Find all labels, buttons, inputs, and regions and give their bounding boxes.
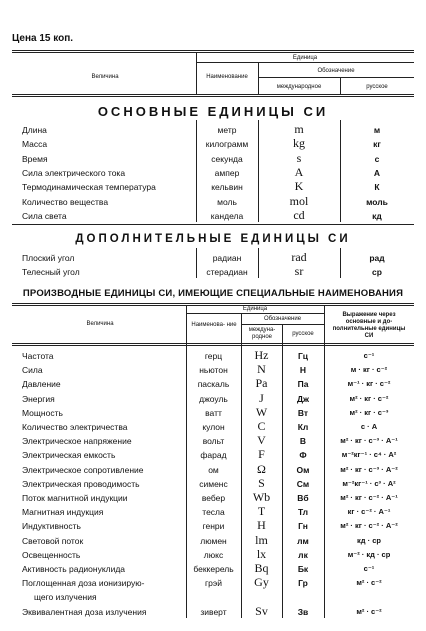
intl-symbol-cell: Ω — [257, 461, 266, 476]
intl-symbol-cell: C — [257, 419, 266, 433]
quantity-cell: Поток магнитной индукции — [22, 493, 128, 503]
unit-name-cell: кандела — [210, 210, 244, 221]
unit-name-cell: метр — [217, 125, 237, 135]
table-row — [0, 179, 426, 193]
intl-symbol-cell: W — [255, 404, 268, 419]
price-label: Цена 15 коп. — [12, 33, 74, 44]
unit-name-cell: герц — [204, 351, 223, 361]
header-rus: русское — [292, 331, 314, 337]
intl-symbol-cell: K — [294, 179, 304, 194]
unit-name-cell: кулон — [202, 422, 225, 432]
rus-symbol-cell: моль — [366, 196, 388, 207]
rule — [12, 52, 414, 53]
unit-name-cell: люмен — [200, 535, 227, 546]
quantity-cell: Сила света — [22, 210, 67, 221]
rus-symbol-cell: ср — [372, 267, 382, 277]
intl-symbol-cell: N — [257, 362, 266, 377]
intl-symbol-cell: cd — [293, 207, 305, 222]
rus-symbol-cell: В — [299, 436, 307, 447]
intl-symbol-cell: lx — [256, 546, 267, 561]
table-row — [0, 250, 426, 264]
expression-cell: м² · кг · с⁻³ — [349, 407, 389, 417]
rule — [12, 96, 414, 97]
rule — [12, 303, 414, 304]
quantity-cell: Давление — [22, 379, 61, 390]
quantity-cell: Электрическое сопротивление — [22, 464, 144, 475]
rus-symbol-cell: Зв — [297, 606, 309, 617]
table-row — [0, 194, 426, 208]
rule — [258, 77, 414, 78]
unit-name-cell: фарад — [200, 450, 227, 461]
unit-name-cell: сименс — [199, 478, 228, 489]
table-row — [0, 376, 426, 390]
table-row — [0, 433, 426, 447]
table-row — [0, 504, 426, 518]
table-row — [0, 264, 426, 278]
quantity-cell: Частота — [22, 351, 54, 361]
rus-symbol-cell: Тл — [297, 507, 309, 518]
quantity-cell: Электрическое напряжение — [22, 436, 132, 447]
expression-cell: м² · кг · с⁻² — [349, 393, 389, 403]
quantity-cell: Индуктивность — [22, 521, 81, 532]
table-row — [0, 419, 426, 433]
section-title-base: ОСНОВНЫЕ ЕДИНИЦЫ СИ — [97, 104, 329, 119]
expression-cell: м² · кг · с⁻³ · А⁻² — [340, 464, 398, 474]
unit-name-cell: стерадиан — [206, 267, 248, 277]
intl-symbol-cell: mol — [289, 193, 309, 208]
quantity-cell: Время — [22, 153, 48, 164]
table-row — [0, 604, 426, 618]
rule — [12, 343, 414, 344]
intl-symbol-cell: Gy — [254, 575, 269, 590]
table-row — [0, 533, 426, 547]
expression-cell: м² · с⁻² — [356, 578, 382, 588]
intl-symbol-cell: kg — [293, 136, 305, 151]
header-intl: международное — [276, 84, 322, 90]
header-intl: междуна- родное — [248, 327, 276, 340]
header-rus: русское — [366, 84, 388, 90]
quantity-cell: Сила электрического тока — [22, 167, 126, 178]
quantity-cell: Световой поток — [22, 535, 84, 546]
rule — [186, 313, 324, 314]
header-designation: Обозначение — [317, 68, 355, 74]
quantity-cell: Количество вещества — [22, 196, 109, 207]
table-row — [0, 136, 426, 150]
unit-name-cell: кельвин — [211, 182, 243, 193]
quantity-cell: Электрическая проводимость — [22, 478, 140, 489]
table-row — [0, 165, 426, 179]
intl-symbol-cell: V — [257, 433, 266, 448]
table-row — [0, 122, 426, 136]
unit-name-cell: джоуль — [199, 393, 228, 404]
rus-symbol-cell: кг — [373, 139, 381, 150]
rus-symbol-cell: Бк — [297, 564, 309, 574]
rus-symbol-cell: Н — [299, 365, 307, 376]
unit-name-cell: радиан — [212, 253, 242, 263]
rus-symbol-cell: См — [296, 478, 310, 489]
intl-symbol-cell: Wb — [252, 490, 271, 504]
section-title-derived: ПРОИЗВОДНЫЕ ЕДИНИЦЫ СИ, ИМЕЮЩИЕ СПЕЦИАЛЬНЫЕ НАИМЕНОВАНИЯ — [22, 288, 404, 299]
table-row — [0, 447, 426, 461]
header-unit: Единица — [292, 55, 318, 61]
intl-symbol-cell: Hz — [254, 348, 269, 362]
rus-symbol-cell: лм — [297, 535, 309, 546]
table-row — [0, 561, 426, 575]
expression-cell: м⁻² · кд · ср — [347, 549, 391, 559]
table-row — [0, 362, 426, 376]
rus-symbol-cell: лк — [298, 549, 308, 560]
header-unit: Единица — [242, 306, 268, 312]
intl-symbol-cell: Pa — [255, 376, 268, 391]
table-row — [0, 476, 426, 490]
intl-symbol-cell: S — [258, 475, 265, 490]
quantity-cell: Мощность — [22, 407, 63, 418]
quantity-cell: Количество электричества — [22, 422, 128, 432]
rus-symbol-cell: Вб — [297, 493, 309, 503]
table-row — [0, 348, 426, 362]
unit-name-cell: люкс — [203, 549, 224, 560]
unit-name-cell: генри — [202, 521, 225, 532]
expression-cell: м² · кг · с⁻² · А⁻¹ — [340, 493, 398, 502]
intl-symbol-cell: Sv — [255, 603, 268, 618]
rus-symbol-cell: кд — [372, 210, 382, 221]
header-name: Наименова- ние — [191, 322, 237, 328]
expression-cell: м⁻²кг⁻¹ · с⁴ · А² — [341, 450, 397, 460]
table-row — [0, 391, 426, 405]
intl-symbol-cell: H — [257, 518, 266, 533]
expression-cell: м² · с⁻² — [356, 606, 382, 616]
quantity-cell: Плоский угол — [22, 253, 75, 263]
unit-name-cell: моль — [217, 196, 237, 207]
rus-symbol-cell: Дж — [296, 393, 310, 404]
section-title-extra: ДОПОЛНИТЕЛЬНЫЕ ЕДИНИЦЫ СИ — [75, 233, 351, 245]
intl-symbol-cell: A — [294, 164, 304, 179]
quantity-cell: Поглощенная доза ионизирую- — [22, 578, 145, 589]
intl-symbol-cell: T — [257, 504, 266, 519]
rus-symbol-cell: Вт — [297, 407, 309, 418]
expression-cell: с⁻¹ — [363, 564, 375, 573]
header-expression: Выражение через основные и до- полнительные единицы СИ — [332, 312, 406, 339]
quantity-cell-continued: щего излучения — [34, 592, 97, 603]
expression-cell: кг · с⁻² · А⁻¹ — [347, 507, 391, 517]
table-row — [0, 462, 426, 476]
rus-symbol-cell: рад — [369, 253, 385, 263]
rule — [12, 224, 414, 225]
quantity-cell: Термодинамическая температура — [22, 182, 156, 193]
unit-name-cell: тесла — [202, 507, 225, 518]
unit-name-cell: зиверт — [200, 606, 227, 617]
expression-cell: кд · ср — [357, 535, 381, 545]
rus-symbol-cell: Па — [297, 379, 309, 390]
expression-cell: м⁻¹ · кг · с⁻² — [347, 379, 391, 389]
intl-symbol-cell: F — [258, 447, 265, 462]
rus-symbol-cell: м — [373, 125, 381, 135]
table-row — [0, 575, 426, 603]
header-quantity: Величина — [86, 321, 114, 327]
expression-cell: м² · кг · с⁻² · А⁻² — [340, 521, 398, 531]
table-row — [0, 490, 426, 504]
table-row — [0, 208, 426, 222]
quantity-cell: Освещенность — [22, 549, 81, 560]
rule — [12, 50, 414, 51]
header-name: Наименование — [206, 74, 248, 80]
expression-cell: м² · кг · с⁻³ · А⁻¹ — [340, 436, 398, 446]
unit-name-cell: ом — [208, 464, 219, 475]
rule — [196, 62, 414, 63]
table-row — [0, 518, 426, 532]
unit-name-cell: секунда — [211, 153, 243, 164]
header-designation: Обозначение — [263, 316, 302, 322]
rule — [12, 94, 414, 95]
unit-name-cell: ватт — [205, 407, 222, 418]
rus-symbol-cell: Кл — [297, 422, 309, 432]
rus-symbol-cell: К — [374, 182, 380, 193]
quantity-cell: Эквивалентная доза излучения — [22, 606, 147, 617]
rus-symbol-cell: А — [373, 167, 381, 178]
intl-symbol-cell: m — [294, 122, 304, 136]
quantity-cell: Масса — [22, 139, 48, 150]
quantity-cell: Длина — [22, 125, 47, 135]
quantity-cell: Активность радионуклида — [22, 564, 126, 574]
rus-symbol-cell: с — [374, 153, 380, 164]
rus-symbol-cell: Гн — [298, 521, 308, 532]
unit-name-cell: вебер — [201, 493, 226, 503]
rus-symbol-cell: Гц — [297, 351, 309, 361]
rule — [12, 345, 414, 346]
expression-cell: м⁻²кг⁻¹ · с³ · А² — [342, 478, 396, 488]
table-row — [0, 151, 426, 165]
quantity-cell: Телесный угол — [22, 267, 80, 277]
intl-symbol-cell: J — [259, 390, 264, 405]
unit-name-cell: беккерель — [193, 564, 234, 574]
quantity-cell: Магнитная индукция — [22, 507, 104, 518]
unit-name-cell: паскаль — [197, 379, 230, 390]
quantity-cell: Сила — [22, 365, 43, 376]
rus-symbol-cell: Ом — [296, 464, 310, 475]
unit-name-cell: ампер — [214, 167, 240, 178]
rus-symbol-cell: Ф — [299, 450, 307, 461]
intl-symbol-cell: sr — [294, 264, 304, 278]
expression-cell: с⁻¹ — [363, 351, 375, 360]
rus-symbol-cell: Гр — [298, 578, 308, 589]
table-row — [0, 547, 426, 561]
quantity-cell: Электрическая емкость — [22, 450, 116, 461]
unit-name-cell: килограмм — [205, 139, 249, 150]
intl-symbol-cell: lm — [255, 532, 268, 547]
unit-name-cell: ньютон — [199, 365, 228, 376]
intl-symbol-cell: Bq — [254, 561, 269, 575]
quantity-cell: Энергия — [22, 393, 55, 404]
unit-name-cell: грэй — [205, 578, 222, 589]
unit-name-cell: вольт — [202, 436, 225, 447]
intl-symbol-cell: rad — [291, 250, 307, 264]
table-row — [0, 405, 426, 419]
expression-cell: м · кг · с⁻² — [350, 365, 388, 375]
header-quantity: Величина — [91, 74, 119, 80]
intl-symbol-cell: s — [296, 150, 302, 165]
expression-cell: с · А — [360, 422, 378, 431]
